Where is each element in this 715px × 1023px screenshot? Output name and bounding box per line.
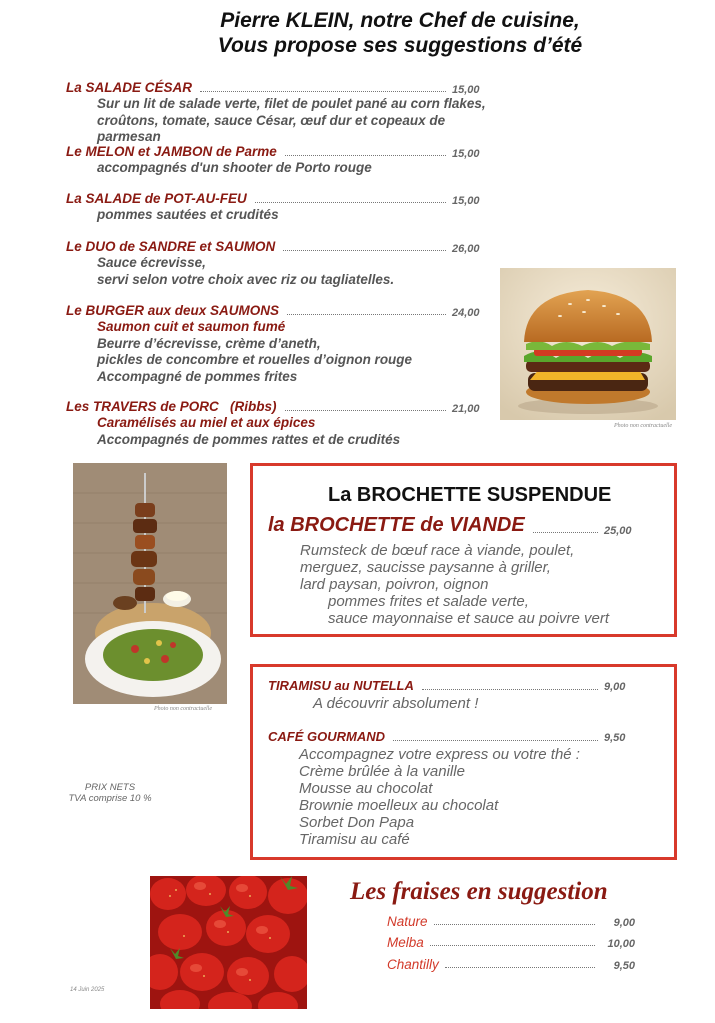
dish-name: Les TRAVERS de PORC (Ribbs) <box>66 399 277 414</box>
cafe-desc <box>299 746 580 848</box>
prices-note-line-1: PRIX NETS <box>84 782 136 793</box>
dish-desc-line: pickles de concombre et rouelles d’oignon rouge <box>97 352 413 367</box>
print-date: 14 Juin 2025 <box>70 987 105 993</box>
dish-price: 21,00 <box>452 403 480 415</box>
brochette-title: La BROCHETTE SUSPENDUE <box>328 484 612 506</box>
strawberries-illustration <box>150 876 307 1009</box>
fraise-name: Melba <box>387 935 424 950</box>
fraise-item <box>387 957 635 972</box>
dish-name: Le DUO de SANDRE et SAUMON <box>66 239 276 254</box>
tiramisu-price: 9,00 <box>604 681 626 693</box>
fraises-title: Les fraises en suggestion <box>350 878 608 905</box>
dish-price: 15,00 <box>452 148 480 160</box>
dish-accent-line: Caramélisés au miel et aux épices <box>97 415 316 430</box>
dish-desc-line: servi selon votre choix avec riz ou tagliatelles. <box>97 271 395 287</box>
dish-price: 15,00 <box>452 195 480 207</box>
dot-leader <box>445 967 595 968</box>
dish-name: Le BURGER aux deux SAUMONS <box>66 303 280 318</box>
fraise-price: 10,00 <box>607 938 635 950</box>
dish-salade-pot-au-feu <box>66 190 486 224</box>
dish-desc-line: Beurre d’écrevisse, crème d’aneth, <box>97 335 321 351</box>
brochette-name: la BROCHETTE de VIANDE <box>268 514 525 536</box>
brochette-desc-line: Rumsteck de bœuf race à viande, poulet, <box>300 542 575 559</box>
cafe-item: Brownie moelleux au chocolat <box>299 797 499 814</box>
cafe-head <box>268 729 638 744</box>
dot-leader <box>283 250 446 251</box>
dish-name: Le MELON et JAMBON de Parme <box>66 144 277 159</box>
cafe-name: CAFÉ GOURMAND <box>268 729 385 744</box>
dessert-box <box>250 664 677 860</box>
brochette-box <box>250 463 677 637</box>
dot-leader <box>285 155 446 156</box>
header-line-2: Vous propose ses suggestions d’été <box>217 34 583 57</box>
fraise-price: 9,50 <box>613 960 635 972</box>
menu-header <box>150 8 650 58</box>
dish-desc-line: croûtons, tomate, sauce César, œuf dur et copeaux de parmesan <box>97 112 446 144</box>
fraise-item <box>387 914 635 929</box>
photo-caption: Photo non contractuelle <box>154 706 212 712</box>
dish-desc-line: accompagnés d'un shooter de Porto rouge <box>97 160 372 175</box>
dot-leader <box>393 740 598 741</box>
brochette-desc-line: merguez, saucisse paysanne à griller, <box>300 559 551 576</box>
dot-leader <box>255 202 446 203</box>
dish-desc-line: pommes sautées et crudités <box>97 207 279 222</box>
dot-leader <box>285 410 446 411</box>
dish-price: 24,00 <box>452 307 480 319</box>
dot-leader <box>422 689 598 690</box>
dish-salade-cesar <box>66 79 486 146</box>
dish-name: La SALADE de POT-AU-FEU <box>66 191 247 206</box>
cafe-intro: Accompagnez votre express ou votre thé : <box>299 746 580 763</box>
dish-accent-line: Saumon cuit et saumon fumé <box>97 319 286 334</box>
fraise-name: Nature <box>387 914 428 929</box>
dot-leader <box>430 945 595 946</box>
prices-note-line-2: TVA comprise 10 % <box>68 793 152 804</box>
fraise-item <box>387 935 635 950</box>
brochette-price: 25,00 <box>604 525 632 537</box>
cafe-item: Mousse au chocolat <box>299 780 433 797</box>
burger-photo <box>500 268 676 420</box>
burger-illustration <box>500 268 676 420</box>
brochette-desc-line: lard paysan, poivron, oignon <box>300 576 489 593</box>
dot-leader <box>533 532 598 533</box>
tiramisu-desc: A découvrir absolument ! <box>313 695 479 712</box>
dish-desc-line: Accompagné de pommes frites <box>97 368 298 384</box>
brochette-illustration <box>73 463 227 704</box>
brochette-desc <box>300 542 609 627</box>
cafe-item: Tiramisu au café <box>299 831 410 848</box>
fraise-price: 9,00 <box>613 917 635 929</box>
dish-price: 15,00 <box>452 84 480 96</box>
fraise-name: Chantilly <box>387 957 439 972</box>
brochette-photo <box>73 463 227 704</box>
header-line-1: Pierre KLEIN, notre Chef de cuisine, <box>220 9 580 32</box>
dish-burger-saumons <box>66 302 486 385</box>
cafe-item: Sorbet Don Papa <box>299 814 415 831</box>
dish-name: La SALADE CÉSAR <box>66 80 193 95</box>
dish-desc-line: Sur un lit de salade verte, filet de poulet pané au corn flakes, <box>97 96 486 111</box>
cafe-item: Crème brûlée à la vanille <box>299 763 465 780</box>
tiramisu-head <box>268 678 638 693</box>
dot-leader <box>200 91 446 92</box>
cafe-price: 9,50 <box>604 732 626 744</box>
photo-caption: Photo non contractuelle <box>614 423 672 429</box>
dish-price: 26,00 <box>452 243 480 255</box>
tiramisu-name: TIRAMISU au NUTELLA <box>268 678 414 693</box>
dish-melon-jambon <box>66 143 486 177</box>
strawberries-photo <box>150 876 307 1009</box>
dish-desc-line: Accompagnés de pommes rattes et de crudités <box>97 431 401 447</box>
dish-desc-line: Sauce écrevisse, <box>97 255 206 270</box>
brochette-desc-line: pommes frites et salade verte, <box>328 593 529 610</box>
dish-travers-porc <box>66 398 486 448</box>
prices-note <box>55 782 165 804</box>
brochette-head <box>268 514 638 537</box>
dish-duo-sandre-saumon <box>66 238 486 288</box>
dot-leader <box>287 314 446 315</box>
brochette-desc-line: sauce mayonnaise et sauce au poivre vert <box>328 610 609 627</box>
dot-leader <box>434 924 595 925</box>
